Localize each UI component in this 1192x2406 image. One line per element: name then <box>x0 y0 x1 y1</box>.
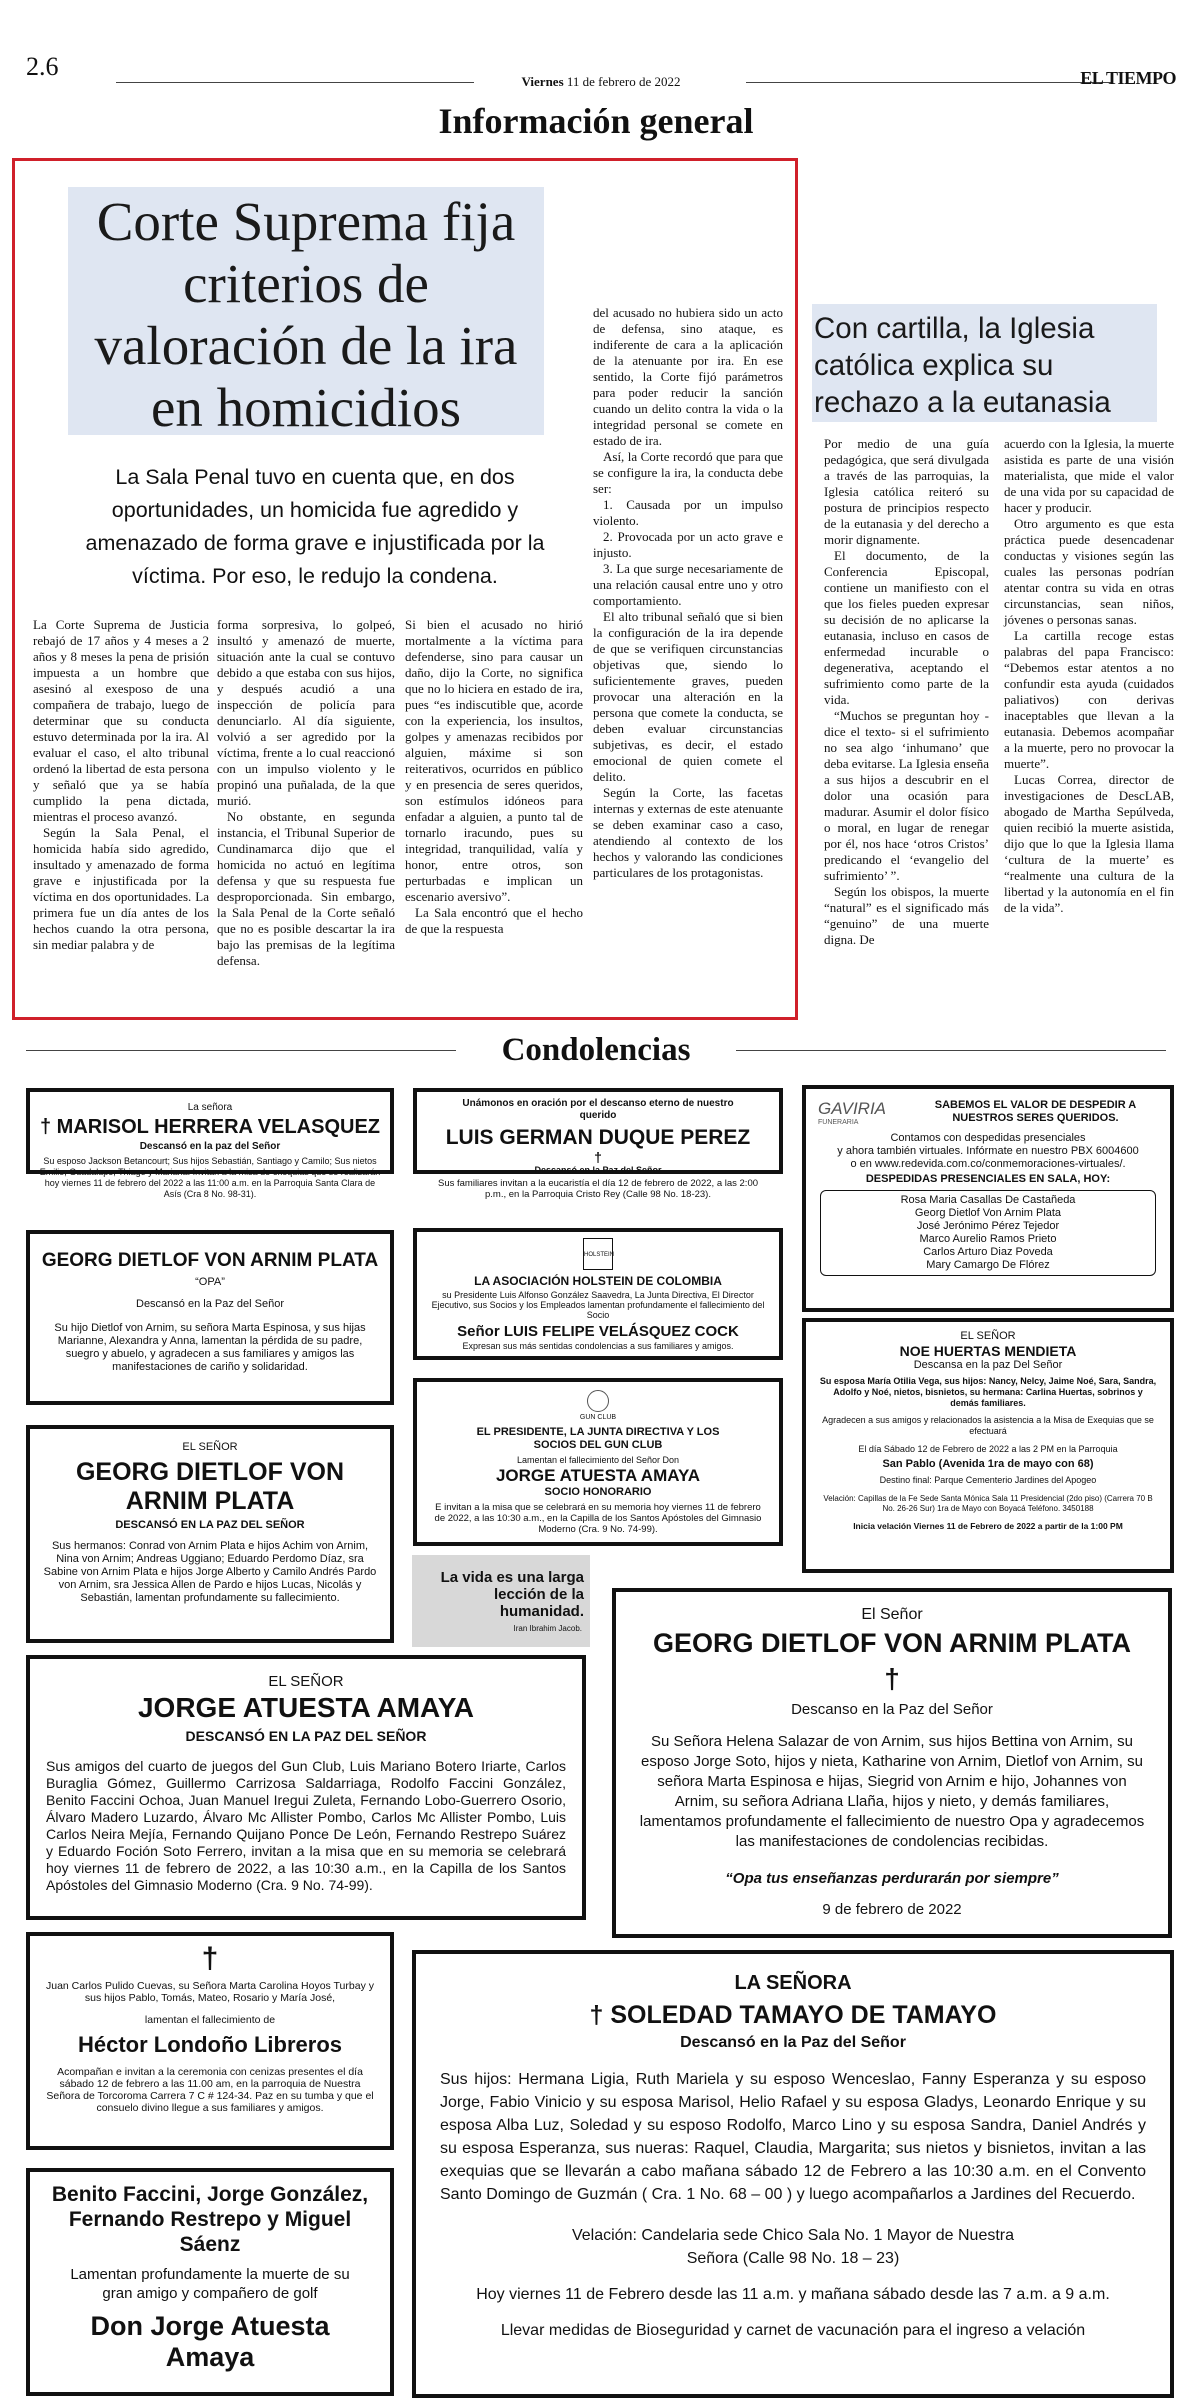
obituary-name: LUIS GERMAN DUQUE PEREZ <box>445 1126 751 1149</box>
list-item: José Jerónimo Pérez Tejedor <box>916 1220 1060 1232</box>
obituary-body: Sus familiares invitan a la eucaristía el día 12 de febrero de 2022, a las 2:00 p.m., en la Parroquia Cristo Rey (Calle 98 No. 18-23). <box>437 1178 759 1200</box>
obituary-sub: DESCANSÓ EN LA PAZ DEL SEÑOR <box>115 1519 305 1531</box>
headline-highlight <box>68 187 544 438</box>
names-list <box>820 1190 1156 1276</box>
side-article-headline: Con cartilla, la Iglesia católica explica su rechazo a la eutanasia <box>814 312 1111 419</box>
paragraph: El alto tribunal señaló que si bien la configuración de la ira depende de que se verifiquen circunstancias objetivas que, siendo lo suficientemente graves, pueden provocar una alteración en la persona que comete la conducta, se deben evaluar circunstancias subjetivas, es decir, el estado emocional de quien comete el delito. <box>593 609 783 784</box>
obituary-sub: Descansó en la Paz del Señor <box>680 2034 906 2051</box>
cross-icon: † <box>884 1663 900 1694</box>
quote-author: Iran Ibrahim Jacob. <box>513 1624 582 1633</box>
holstein-logo: HOLSTEIN <box>583 1238 613 1270</box>
obituary-opa <box>26 1230 394 1405</box>
paragraph: 2. Provocada por un acto grave e injusto. <box>593 529 783 560</box>
obituary-body: su Presidente Luis Alfonso González Saavedra, La Junta Directiva, El Director Ejecutivo, sus Socios y los Empleados lamentan profundamente el fallecimiento del Socio <box>431 1290 765 1320</box>
paragraph: del acusado no hubiera sido un acto de defensa, sino ataque, es indiferente de cara a la aplicación de la atenuante por ira. En ese sentido, la Corte fijó parámetros para poder reducir la sanción cuando un delito contra la vida o la integridad personal se comete en estado de ira. <box>593 305 783 448</box>
issue-weekday: Viernes <box>521 74 564 89</box>
obituary-sub: Descansó en la Paz del Señor <box>534 1165 662 1175</box>
obituary-tamayo <box>412 1950 1174 2398</box>
quote-box <box>412 1555 590 1647</box>
obituary-sub: DESCANSÓ EN LA PAZ DEL SEÑOR <box>185 1728 427 1744</box>
obituary-pre: EL SEÑOR <box>268 1673 344 1690</box>
obituary-name <box>416 2001 1170 2030</box>
obituary-name: GEORG DIETLOF VON ARNIM PLATA <box>653 1628 1131 1658</box>
obituary-body: Su esposa María Otilia Vega, sus hijos: Nancy, Nelcy, Jaime Noé, Sara, Sandra, Adolfo y Noé, nietos, bisnietos, su hermana: Carlina Huertas, sobrinos y demás familiares. <box>819 1376 1157 1408</box>
masthead <box>26 52 1176 89</box>
issue-date-text: 11 de febrero de 2022 <box>566 74 681 89</box>
article-column-4 <box>593 305 783 881</box>
obituary-name: GEORG DIETLOF VON ARNIM PLATA <box>41 1250 379 1271</box>
paragraph: 3. La que surge necesariamente de una relación causal entre uno y otro comportamiento. <box>593 561 783 608</box>
obituary-faccini <box>26 2168 394 2396</box>
paragraph: La cartilla recoge estas palabras del papa Francisco: “Debemos estar atentos a no confundir esta ayuda (cuidados paliativos) con derivas inaceptables que llevan a la eutanasia. Debemos acompañar a la muerte, pero no provocar la muerte”. <box>1004 628 1174 771</box>
obituary-holstein <box>413 1228 783 1360</box>
obituary-body: Velación: Capillas de la Fe Sede Santa Mónica Sala 11 Presidencial (2do piso) (Carrera 70 B No. 26-26 Sur) 1ra de Mayo con Boyacá Teléfono. 3450188 <box>823 1494 1153 1513</box>
ad-line: y ahora también virtuales. Infórmate en nuestro PBX 6004600 <box>837 1145 1139 1157</box>
paragraph: Otro argumento es que esta práctica puede desencadenar conductas y visiones según las cuales las personas podrían atentar contra su vida en otras circunstancias, sean niños, jóvenes o personas sanas. <box>1004 516 1174 627</box>
obituary-body: El día Sábado 12 de Febrero de 2022 a las 2 PM en la Parroquia <box>858 1444 1118 1454</box>
funeral-home-ad <box>802 1085 1174 1312</box>
list-item: Marco Aurelio Ramos Prieto <box>919 1233 1057 1245</box>
obituary-sub: Descansa en la paz Del Señor <box>913 1359 1063 1371</box>
obituary-body: Lamentan profundamente la muerte de su gran amigo y compañero de golf <box>70 2266 350 2302</box>
obituary-velasquez <box>26 1088 394 1199</box>
section-title: Información general <box>438 101 754 141</box>
obituary-arnim-siblings <box>26 1425 394 1643</box>
funeral-home-slogan: SABEMOS EL VALOR DE DESPEDIR A NUESTROS SERES QUERIDOS. <box>934 1099 1137 1124</box>
obituary-body: Lamentan el fallecimiento del Señor Don <box>516 1455 680 1465</box>
obituary-title: SOCIO HONORARIO <box>544 1486 652 1498</box>
list-item: Carlos Arturo Diaz Poveda <box>923 1246 1053 1258</box>
obituary-senders: Benito Faccini, Jorge González, Fernando Restrepo y Miguel Sáenz <box>51 2183 369 2256</box>
obituary-name: Señor LUIS FELIPE VELÁSQUEZ COCK <box>457 1323 739 1340</box>
paragraph: Según la Corte, las facetas internas y externas de este atenuante se deben examinar caso a caso, atendiendo al contexto de los hechos y valorando las condiciones particulares de los protagonistas. <box>593 785 783 880</box>
obituary-body: lamentan el fallecimiento de <box>144 2014 276 2026</box>
obituary-note: Llevar medidas de Bioseguridad y carnet de vacunación para el ingreso a velación <box>500 2322 1086 2339</box>
obituary-velacion: Velación: Candelaria sede Chico Sala No. 1 Mayor de Nuestra Señora (Calle 98 No. 18 – 23) <box>571 2227 1015 2267</box>
obituary-noe <box>802 1318 1174 1573</box>
obituary-pre: LA SEÑORA <box>734 1972 852 1994</box>
obituary-body: Su esposo Jackson Betancourt; Sus hijos Sebastián, Santiago y Camilo; Sus nietos Emilio, Guadalupe, Thiago y Mariana. Invitan a la misa de exequias que se realizarán hoy viernes 11 de febrero del 2022 a las 11:00 a.m. en la Parroquia Santa Clara de Asís (Cra 8 No. 98-31). <box>39 1156 381 1199</box>
obituary-name <box>30 1116 390 1139</box>
main-article <box>12 158 798 1020</box>
funeral-home-header <box>818 1099 1158 1126</box>
paragraph: No obstante, en segunda instancia, el Tribunal Superior de Cundinamarca dijo que el homicida no actuó en legítima defensa y que su respuesta fue desproporcionada. Sin embargo, la Sala Penal de la Corte señaló que no es posible descartar la ira bajo las premisas de la legítima defensa. <box>217 809 395 968</box>
logo-text: GAVIRIA <box>818 1099 887 1118</box>
quote-text: La vida es una larga lección de la humanidad. <box>440 1569 584 1620</box>
paragraph: Según los obispos, la muerte “natural” es el significado más “genuino” de una muerte digna. De <box>824 884 989 947</box>
obituary-pre: El Señor <box>861 1606 923 1623</box>
obituary-name-text: SOLEDAD TAMAYO DE TAMAYO <box>610 2001 997 2029</box>
obituary-pre: La señora <box>187 1102 233 1113</box>
obituary-body: Su Señora Helena Salazar de von Arnim, sus hijos Bettina von Arnim, su esposo Jorge Soto, hijos y nieta, Katharine von Arnim, Dietlof von Arnim, su señora Marta Espinosa e hijas, Siegrid von Arnim e hijo, Johannes von Arnim, su señora Adriana Llaña, hijos y nieto, y demás familiares, lamentamos profundamente el fallecimiento de nuestro Opa y agradecemos las manifestaciones de condolencias recibidas. <box>639 1733 1145 1850</box>
paragraph: 1. Causada por un impulso violento. <box>593 497 783 528</box>
list-item: Rosa Maria Casallas De Castañeda <box>900 1194 1076 1206</box>
obituary-atuesta <box>26 1655 586 1920</box>
obituary-body: Destino final: Parque Cementerio Jardines del Apogeo <box>879 1475 1097 1485</box>
obituary-body: Sus hermanos: Conrad von Arnim Plata e hijos Achim von Arnim, Nina von Arnim; Andreas Uggiano; Eduardo Perdomo Díaz, sra Sabine von Arnim Plata e hijos Jorge Alberto y Camilo Andrés Pardo von Arnim, sra Jessica Allen de Pardo e hijos Lucas, Nicolás y Sebastián, lamentan profundamente su fallecimiento. <box>43 1540 377 1604</box>
paragraph: Así, la Corte recordó que para que se configure la ira, la conducta debe ser: <box>593 449 783 496</box>
obituary-nick: “OPA” <box>195 1276 225 1288</box>
paragraph: El documento, de la Conferencia Episcopal, contiene un manifiesto con el que los fieles pueden expresar su decisión de no aplicarse la eutanasia, incluso en casos de enfermedad incurable o degenerativa, aceptando el sufrimiento como parte de la vida. <box>824 548 989 707</box>
paragraph: La Sala encontró que el hecho de que la respuesta <box>405 905 583 936</box>
obituary-sub: Descansó en la paz del Señor <box>139 1141 281 1152</box>
article-deck: La Sala Penal tuvo en cuenta que, en dos oportunidades, un homicida fue agredido y amenazado de forma grave e injustificada por la víctima. Por eso, le redujo la condena. <box>85 465 545 588</box>
obituary-body: Expresan sus más sentidas condolencias a sus familiares y amigos. <box>462 1341 734 1351</box>
paragraph: “Muchos se preguntan hoy -dice el texto- si el sufrimiento no sea algo ‘inhumano’ que deba evitarse. La Iglesia enseña a sus hijos a descubrir en el dolor una ocasión para madurar. Asumir el dolor físico o moral, en lugar de renegar por él, nos hace ‘otros Cristos’ predicando el ‘evangelio del sufrimiento’ ”. <box>824 708 989 883</box>
obituary-body: Acompañan e invitan a la ceremonia con cenizas presentes el día sábado 12 de febrero a las 11.00 am, en la parroquia de Nuestra Señora de Torcoroma Carrera 7 C # 124-34. Paz en su tumba y que el consuelo divino llegue a sus familiares y amigos. <box>46 2066 374 2114</box>
paragraph: Lucas Correa, director de investigaciones de DescLAB, abogado de Martha Sepúlveda, quien recibió la muerte asistida, dijo que lo que la Iglesia llama ‘cultura de la muerte’ es “realmente una cultura de la libertad y la autonomía en el fin de la vida”. <box>1004 772 1174 915</box>
obituary-place: San Pablo (Avenida 1ra de mayo con 68) <box>882 1458 1094 1470</box>
obituary-name: Don Jorge Atuesta Amaya <box>90 2311 330 2372</box>
gunclub-logo-text: GUN CLUB <box>579 1414 617 1421</box>
obituary-name: JORGE ATUESTA AMAYA <box>495 1466 701 1485</box>
obituary-body: Juan Carlos Pulido Cuevas, su Señora Marta Carolina Hoyos Turbay y sus hijos Pablo, Tomás, Mateo, Rosario y María José, <box>46 1980 374 2004</box>
obituary-name: Héctor Londoño Libreros <box>78 2032 342 2057</box>
cross-icon: † <box>594 1149 602 1165</box>
article-headline: Corte Suprema fija criterios de valoración de la ira en homicidios <box>94 191 518 438</box>
ad-line: o en www.redevida.com.co/conmemoraciones-virtuales/. <box>850 1158 1126 1170</box>
obituary-date: 9 de febrero de 2022 <box>822 1901 962 1918</box>
obituary-opa-family <box>612 1588 1172 1938</box>
newspaper-brand: EL TIEMPO <box>1080 68 1176 88</box>
paragraph: forma sorpresiva, lo golpeó, insultó y amenazó de muerte, situación ante la cual se contuvo debido a que estaba con sus hijos, y después acudió a una inspección de policía para denunciarlo. Al día siguiente, volvió a ser agredido por la víctima, frente a lo cual reaccionó con un impulso violento y le propinó una puñalada, de la que murió. <box>217 617 395 808</box>
obituary-body: Sus hijos: Hermana Ligia, Ruth Mariela y su esposo Wenceslao, Fanny Esperanza y su esposo Jorge, Fabio Vinicio y su esposa Marisol, Helio Rafael y su esposa Gladys, Leonardo Enrique y su esposa Alba Luz, Soledad y su esposo Rodolfo, Marco Lino y su esposa Sandra, Daniel Andrés y su esposa Esperanza, sus nueras: Raquel, Claudia, Margarita; sus nietos y bisnietos, invitan a las exequias que se llevarán a cabo mañana sábado 12 de Febrero a las 10:30 a.m. en el Convento Santo Domingo de Guzmán ( Cra. 1 No. 68 – 00 ) y luego acompañarlos a Jardines del Recuerdo. <box>440 2071 1146 2203</box>
obituary-duque <box>413 1088 783 1200</box>
list-item: Mary Camargo De Flórez <box>926 1259 1050 1271</box>
logo-sub: FUNERARIA <box>818 1119 859 1126</box>
article-column-1 <box>33 617 209 953</box>
article-column-3 <box>405 617 583 937</box>
page-number: 2.6 <box>26 52 59 81</box>
obituary-body: Agradecen a sus amigos y relacionados la asistencia a la Misa de Exequias que se efectuará <box>822 1415 1154 1436</box>
obituary-quote: “Opa tus enseñanzas perdurarán por siempre” <box>725 1870 1059 1887</box>
paragraph: Por medio de una guía pedagógica, que será divulgada a través de las parroquias, la Iglesia católica reiteró su postura de principios respecto de la eutanasia y del derecho a morir dignamente. <box>824 436 989 547</box>
org-name: EL PRESIDENTE, LA JUNTA DIRECTIVA Y LOS SOCIOS DEL GUN CLUB <box>476 1426 720 1451</box>
ad-line: Contamos con despedidas presenciales <box>890 1132 1086 1144</box>
funeral-home-logo <box>818 1099 913 1126</box>
side-article-column-2 <box>1004 436 1174 916</box>
obituary-londono <box>26 1932 394 2150</box>
paragraph: Si bien el acusado no hirió mortalmente a la víctima para defenderse, sino para causar un daño, dijo la Corte, no significa que no lo hiciera en estado de ira, pues “es indiscutible que, acorde con la experiencia, los insultos, golpes y amenazas recibidos por alguien, máxime si son reiterativos, ocurridos en público y en presencia de seres queridos, son estímulos idóneos para enfadar a alguien, a punto tal de tornarlo iracundo, pues su integridad, tranquilidad, valía y honor, entre otros, son perturbadas e implican un escenario aversivo”. <box>405 617 583 904</box>
article-column-2 <box>217 617 395 969</box>
divider <box>736 1050 1166 1051</box>
obituary-name: GEORG DIETLOF VON ARNIM PLATA <box>75 1458 345 1515</box>
obituary-sub: Descanso en la Paz del Señor <box>791 1701 993 1718</box>
obituary-name-text: MARISOL HERRERA VELASQUEZ <box>56 1116 381 1138</box>
obituary-name: NOE HUERTAS MENDIETA <box>899 1343 1077 1359</box>
obituary-body: Su hijo Dietlof von Arnim, su señora Marta Espinosa, y sus hijas Marianne, Alexandra y Anna, lamentan la pérdida de su padre, suegro y abuelo, y agradecen a sus familiares y amigos las manifestaciones de cariño y solidaridad. <box>54 1322 366 1373</box>
cross-icon: † <box>589 2001 604 2029</box>
obituary-body: Sus amigos del cuarto de juegos del Gun Club, Luis Mariano Botero Iriarte, Carlos Buraglia Gómez, Guillermo Carrizosa Saldarriaga, Rodolfo Faccini González, Benito Faccini Ochoa, Juan Manuel Iregui Zuleta, Fernando Lobo-Guerrero Osorio, Álvaro Madero Luzardo, Álvaro Mc Allister Pombo, Carlos Mc Allister Pombo, Luis Carlos Neira Mejía, Fernando Quijano Ponce De León, Fernando Restrepo Suárez y Eduardo Foción Soto Ferrero, invitan a la misa que en su memoria se celebrará hoy viernes 11 de febrero de 2022, a las 10:30 a.m., en la Capilla de los Santos Apóstoles del Gimnasio Moderno (Cra. 9 No. 74-99). <box>46 1758 566 1893</box>
ad-heading: DESPEDIDAS PRESENCIALES EN SALA, HOY: <box>865 1173 1111 1185</box>
obituary-gunclub <box>413 1378 783 1546</box>
paragraph: acuerdo con la Iglesia, la muerte asistida es parte de una visión materialista, que mide el valor de una vida por su capacidad de hacer y producir. <box>1004 436 1174 515</box>
obituary-pre: Unámonos en oración por el descanso eterno de nuestro querido <box>462 1098 734 1121</box>
side-article-column-1 <box>824 436 989 948</box>
gunclub-logo <box>587 1390 609 1412</box>
paragraph: La Corte Suprema de Justicia rebajó de 17 años y 4 meses a 2 años y 8 meses la pena de prisión impuesta a un hombre que asesinó al exesposo de una compañera de trabajo, luego de determinar que su conducta estuvo determinada por la ira. Al evaluar el caso, el alto tribunal ordenó la libertad de esta persona y señaló que ya se había cumplido la pena dictada, mientras el proceso avanzó. <box>33 617 209 824</box>
cross-icon: † <box>39 1116 52 1138</box>
masthead-rule <box>746 82 1111 83</box>
obituary-sub: Descansó en la Paz del Señor <box>136 1298 284 1310</box>
side-headline-highlight <box>812 304 1157 422</box>
obituary-pre: EL SEÑOR <box>960 1330 1016 1342</box>
obituary-hours: Hoy viernes 11 de Febrero desde las 11 a.m. y mañana sábado desde las 7 a.m. a 9 a.m. <box>476 2286 1110 2303</box>
condolences-title: Condolencias <box>501 1032 691 1068</box>
org-name: LA ASOCIACIÓN HOLSTEIN DE COLOMBIA <box>474 1274 722 1288</box>
obituary-name: JORGE ATUESTA AMAYA <box>137 1692 475 1723</box>
paragraph: Según la Sala Penal, el homicida había sido agredido, insultado y amenazado de forma grave e injustificada por la víctima en dos oportunidades. La primera fue un día antes de los hechos cuando la otra persona, sin mediar palabra y de <box>33 825 209 952</box>
obituary-body: Inicia velación Viernes 11 de Febrero de 2022 a partir de la 1:00 PM <box>853 1521 1123 1531</box>
cross-icon: † <box>201 1942 219 1975</box>
obituary-body: E invitan a la misa que se celebrará en su memoria hoy viernes 11 de febrero de 2022, a las 10:30 a.m., en la Capilla de los Santos Apóstoles del Gimnasio Moderno (Cra. 9 No. 74-99). <box>434 1502 762 1535</box>
list-item: Georg Dietlof Von Arnim Plata <box>914 1207 1062 1219</box>
obituary-pre: EL SEÑOR <box>182 1441 238 1453</box>
